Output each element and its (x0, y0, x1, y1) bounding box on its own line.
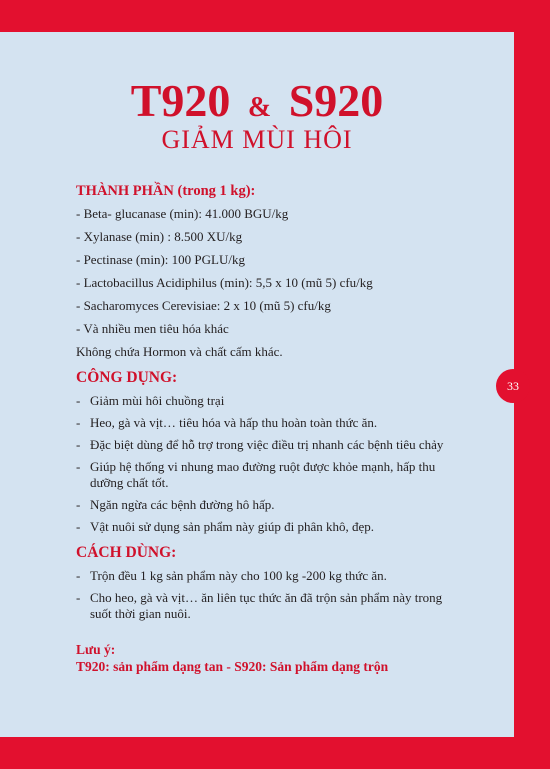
note-label: Lưu ý: (76, 642, 116, 657)
composition-item: - Và nhiều men tiêu hóa khác (76, 321, 229, 336)
uses-item (76, 415, 456, 431)
uses-item-text: Vật nuôi sử dụng sản phẩm này giúp đi phân khô, đẹp. (90, 519, 374, 534)
uses-list (76, 393, 456, 535)
uses-item-text: Đặc biệt dùng để hỗ trợ trong việc điều trị nhanh các bệnh tiêu chảy (90, 437, 444, 452)
usage-heading: CÁCH DÙNG: (76, 544, 177, 561)
composition-item: - Pectinase (min): 100 PGLU/kg (76, 252, 245, 267)
composition-heading: THÀNH PHẦN (trong 1 kg): (76, 183, 256, 199)
uses-heading: CÔNG DỤNG: (76, 369, 178, 386)
uses-item-text: Ngăn ngừa các bệnh đường hô hấp. (90, 497, 275, 512)
uses-item (76, 459, 456, 491)
title-ampersand: & (247, 92, 272, 123)
list-dash: - (76, 415, 81, 430)
composition-list (76, 206, 456, 360)
title-product-s920: S920 (288, 75, 384, 126)
list-dash: - (76, 459, 81, 474)
list-dash: - (76, 519, 81, 534)
uses-item (76, 393, 456, 409)
composition-item: - Beta- glucanase (min): 41.000 BGU/kg (76, 206, 289, 221)
product-subtitle: GIẢM MÙI HÔI (161, 125, 353, 154)
uses-item-text: Giảm mùi hôi chuồng trại (90, 393, 225, 408)
uses-item (76, 519, 456, 535)
composition-item: - Sacharomyces Cerevisiae: 2 x 10 (mũ 5) cfu/kg (76, 298, 331, 313)
composition-item: - Lactobacillus Acidiphilus (min): 5,5 x 10 (mũ 5) cfu/kg (76, 275, 373, 290)
usage-item-text: Cho heo, gà và vịt… ăn liên tục thức ăn đã trộn sản phẩm này trong suốt thời gian nuôi. (90, 590, 443, 621)
page-number-badge: 33 (496, 369, 530, 403)
usage-item (76, 590, 456, 622)
uses-item-text: Heo, gà và vịt… tiêu hóa và hấp thu hoàn toàn thức ăn. (90, 415, 378, 430)
list-dash: - (76, 568, 81, 583)
composition-item: - Xylanase (min) : 8.500 XU/kg (76, 229, 243, 244)
list-dash: - (76, 393, 81, 408)
uses-item-text: Giúp hệ thống vi nhung mao đường ruột được khỏe mạnh, hấp thu dưỡng chất tốt. (90, 459, 436, 490)
usage-list (76, 568, 456, 622)
composition-note: Không chứa Hormon và chất cấm khác. (76, 344, 283, 359)
content-body (76, 182, 456, 676)
note-text: T920: sản phẩm dạng tan - S920: Sản phẩm dạng trộn (76, 659, 389, 674)
list-dash: - (76, 497, 81, 512)
list-dash: - (76, 590, 81, 605)
uses-item (76, 437, 456, 453)
page-panel (0, 32, 514, 737)
usage-item-text: Trộn đều 1 kg sản phẩm này cho 100 kg -200 kg thức ăn. (90, 568, 387, 583)
uses-item (76, 497, 456, 513)
usage-item (76, 568, 456, 584)
title-product-t920: T920 (130, 75, 231, 126)
list-dash: - (76, 437, 81, 452)
